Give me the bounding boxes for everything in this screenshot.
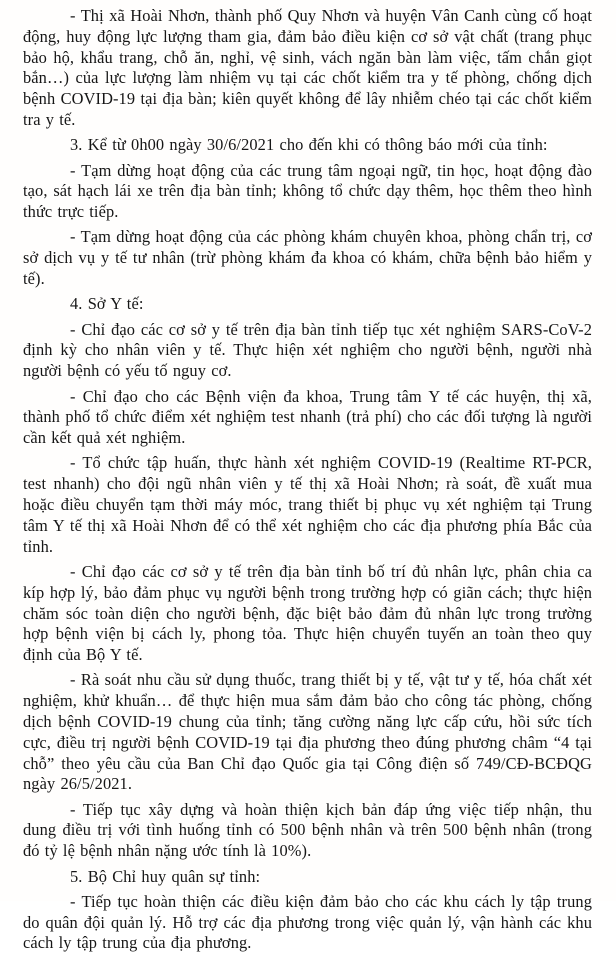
paragraph-bullet-rapid-test-points: - Chỉ đạo cho các Bệnh viện đa khoa, Trung tâm Y tế các huyện, thị xã, thành phố tổ chức điểm xét nghiệm test nhanh (trả phí) cho các đối tượng là người cần kết quả xét nghiệm.	[23, 386, 592, 448]
paragraph-bullet-training-centers: - Tạm dừng hoạt động của các trung tâm ngoại ngữ, tin học, hoạt động đào tạo, sát hạch lái xe trên địa bàn tỉnh; không tổ chức dạy thêm, học thêm theo hình thức trực tiếp.	[23, 160, 592, 222]
section-heading-5-military-command: 5. Bộ Chỉ huy quân sự tỉnh:	[70, 866, 261, 886]
paragraph-bullet-private-clinics: - Tạm dừng hoạt động của các phòng khám chuyên khoa, phòng chẩn trị, cơ sở dịch vụ y tế tư nhân (trừ phòng khám đa khoa có khám, chữa bệnh bảo hiểm y tế).	[23, 227, 592, 289]
paragraph-bullet-periodic-testing: - Chỉ đạo các cơ sở y tế trên địa bàn tỉnh tiếp tục xét nghiệm SARS-CoV-2 định kỳ cho nhân viên y tế. Thực hiện xét nghiệm cho người bệnh, người nhà người bệnh có yếu tố nguy cơ.	[23, 319, 592, 381]
paragraph-bullet-scenario-500: - Tiếp tục xây dựng và hoàn thiện kịch bản đáp ứng việc tiếp nhận, thu dung điều trị với tình huống tỉnh có 500 bệnh nhân và trên 500 bệnh nhân (trong đó tỷ lệ bệnh nhân nặng ước tính là 10%).	[23, 799, 592, 861]
section-heading-3: 3. Kể từ 0h00 ngày 30/6/2021 cho đến khi có thông báo mới của tỉnh:	[70, 135, 548, 155]
paragraph-bullet-quarantine-zones: - Tiếp tục hoàn thiện các điều kiện đảm bảo cho các khu cách ly tập trung do quân đội quản lý. Hỗ trợ các địa phương trong việc quản lý, vận hành các khu cách ly tập trung của địa phương.	[23, 891, 592, 953]
paragraph-bullet-procurement: - Rà soát nhu cầu sử dụng thuốc, trang thiết bị y tế, vật tư y tế, hóa chất xét nghiệm, khử khuẩn… để thực hiện mua sắm đảm bảo cho công tác phòng, chống dịch bệnh COVID-19 chung của tỉnh; tăng cường năng lực cấp cứu, hồi sức tích cực, điều trị người bệnh COVID-19 tại địa phương theo đúng phương châm “4 tại chỗ” theo yêu cầu của Ban Chỉ đạo Quốc gia tại Công điện số 749/CĐ-BCĐQG ngày 26/5/2021.	[23, 670, 592, 794]
paragraph-bullet-checkpoints: - Thị xã Hoài Nhơn, thành phố Quy Nhơn và huyện Vân Canh cùng cố hoạt động, huy động lực lượng tham gia, đảm bảo điều kiện cơ sở vật chất (trang phục bảo hộ, khẩu trang, chỗ ăn, nghỉ, vệ sinh, vách ngăn bàn làm việc, tấm chắn giọt bắn…) của lực lượng làm nhiệm vụ tại các chốt kiểm tra y tế phòng, chống dịch bệnh COVID-19 tại địa bàn; kiên quyết không để lây nhiễm chéo tại các chốt kiểm tra y tế.	[23, 6, 592, 129]
paragraph-bullet-testing-training: - Tổ chức tập huấn, thực hành xét nghiệm COVID-19 (Realtime RT-PCR, test nhanh) cho đội ngũ nhân viên y tế thị xã Hoài Nhơn; rà soát, đề xuất mua hoặc điều chuyển tạm thời máy móc, trang thiết bị phục vụ xét nghiệm tại Trung tâm Y tế thị xã Hoài Nhơn để có thể xét nghiệm cho các địa phương phía Bắc của tỉnh.	[23, 453, 592, 556]
paragraph-bullet-staffing: - Chỉ đạo các cơ sở y tế trên địa bàn tỉnh bố trí đủ nhân lực, phân chia ca kíp hợp lý, bảo đảm phục vụ người bệnh trong trường hợp có giãn cách; thực hiện chăm sóc toàn diện cho người bệnh, đặc biệt bảo đảm đủ nhân lực trong trường hợp bệnh viện bị cách ly, phong tỏa. Thực hiện chuyển tuyến an toàn theo quy định của Bộ Y tế.	[23, 561, 592, 665]
section-heading-4-health-dept: 4. Sở Y tế:	[70, 294, 144, 314]
